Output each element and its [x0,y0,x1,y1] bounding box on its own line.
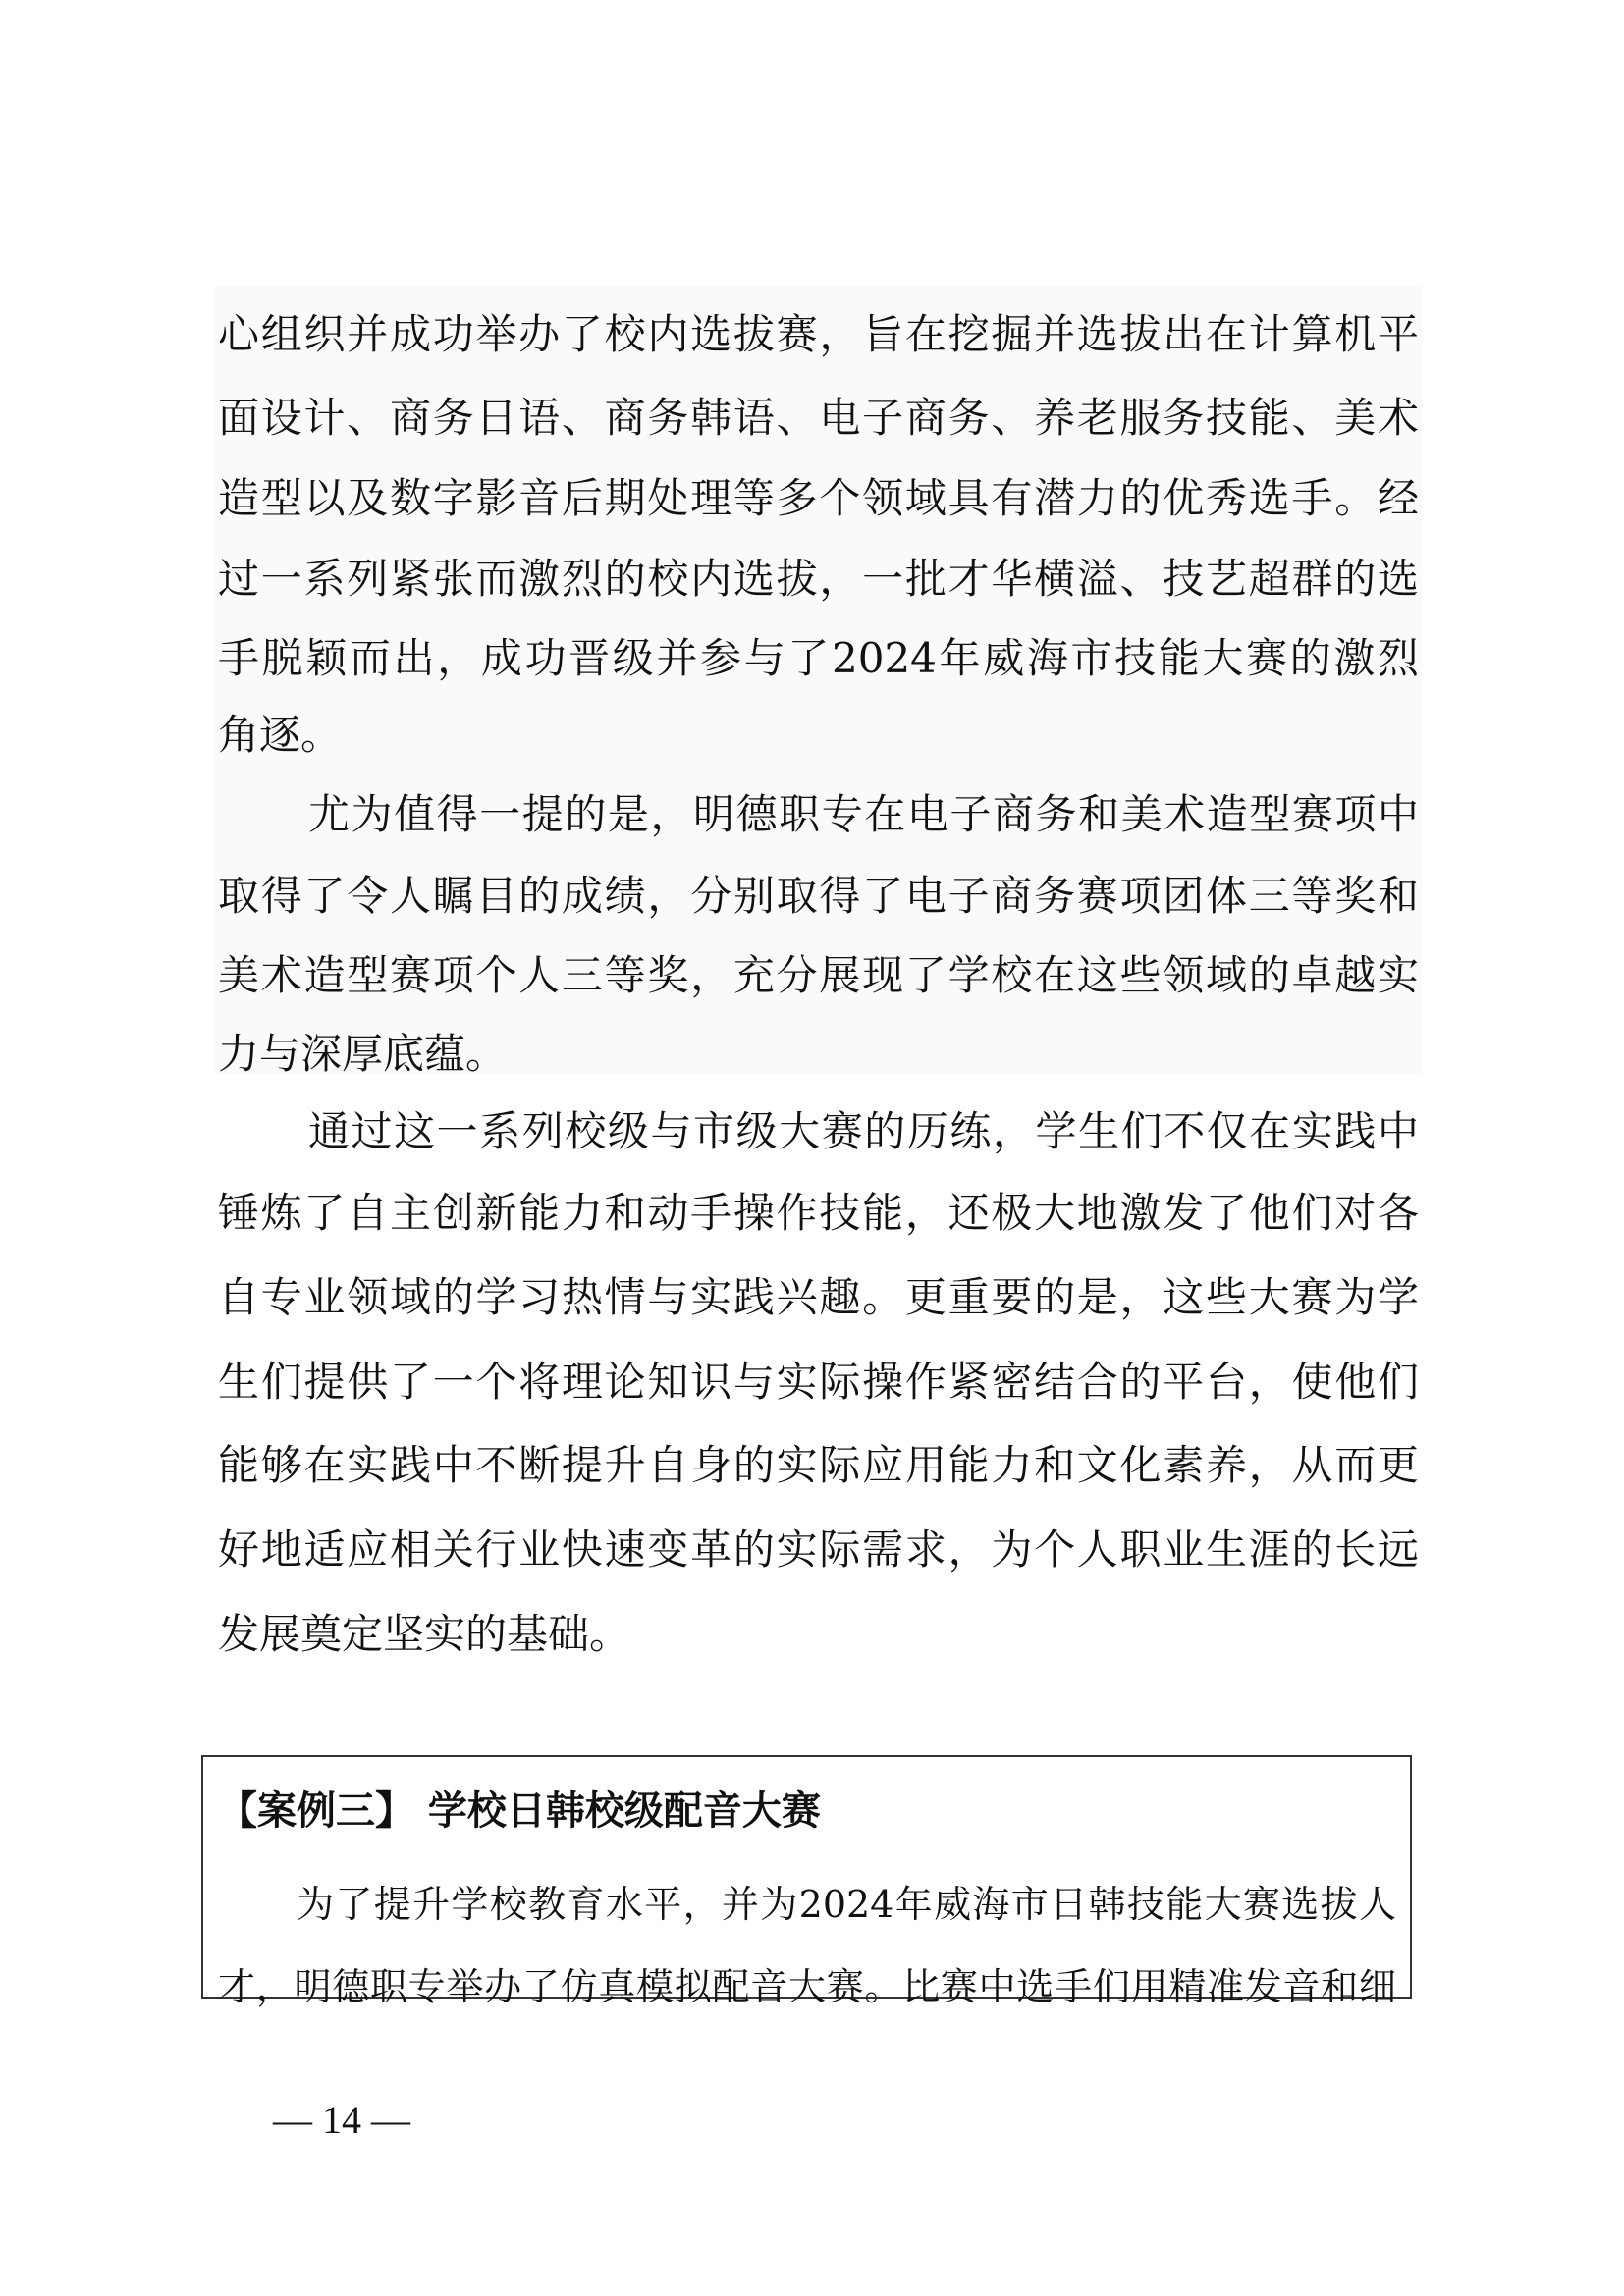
paragraph-line: 尤为值得一提的是，明德职专在电子商务和美术造型赛项中 [308,790,1419,838]
paragraph-line: 过一系列紧张而激烈的校内选拔，一批才华横溢、技艺超群的选 [218,555,1419,603]
paragraph-line: 角逐。 [218,711,343,759]
case-title: 【案例三】 学校日韩校级配音大赛 [218,1789,821,1834]
paragraph-line: 通过这一系列校级与市级大赛的历练，学生们不仅在实践中 [308,1107,1419,1155]
case-line: 才，明德职专举办了仿真模拟配音大赛。比赛中选手们用精准发音和细 [218,1965,1396,2008]
paragraph-line: 造型以及数字影音后期处理等多个领域具有潜力的优秀选手。经 [218,474,1419,522]
paragraph-line: 心组织并成功举办了校内选拔赛，旨在挖掘并选拔出在计算机平 [218,310,1419,358]
paragraph-line: 手脱颖而出，成功晋级并参与了2024年威海市技能大赛的激烈 [218,634,1419,682]
paragraph-line: 取得了令人瞩目的成绩，分别取得了电子商务赛项团体三等奖和 [218,872,1419,920]
paragraph-line: 面设计、商务日语、商务韩语、电子商务、养老服务技能、美术 [218,394,1419,442]
case-line: 为了提升学校教育水平，并为2024年威海市日韩技能大赛选拔人 [297,1883,1396,1926]
page-number: — 14 — [273,2098,410,2142]
paragraph-line: 能够在实践中不断提升自身的实际应用能力和文化素养，从而更 [218,1441,1419,1489]
paragraph-line: 锤炼了自主创新能力和动手操作技能，还极大地激发了他们对各 [218,1189,1419,1237]
paragraph-line: 美术造型赛项个人三等奖，充分展现了学校在这些领域的卓越实 [218,951,1419,999]
paragraph-line: 好地适应相关行业快速变革的实际需求，为个人职业生涯的长远 [218,1525,1419,1574]
paragraph-line: 力与深厚底蕴。 [218,1030,508,1078]
paragraph-line: 自专业领域的学习热情与实践兴趣。更重要的是，这些大赛为学 [218,1273,1419,1321]
paragraph-line: 生们提供了一个将理论知识与实际操作紧密结合的平台，使他们 [218,1358,1419,1406]
paragraph-line: 发展奠定坚实的基础。 [218,1610,631,1658]
